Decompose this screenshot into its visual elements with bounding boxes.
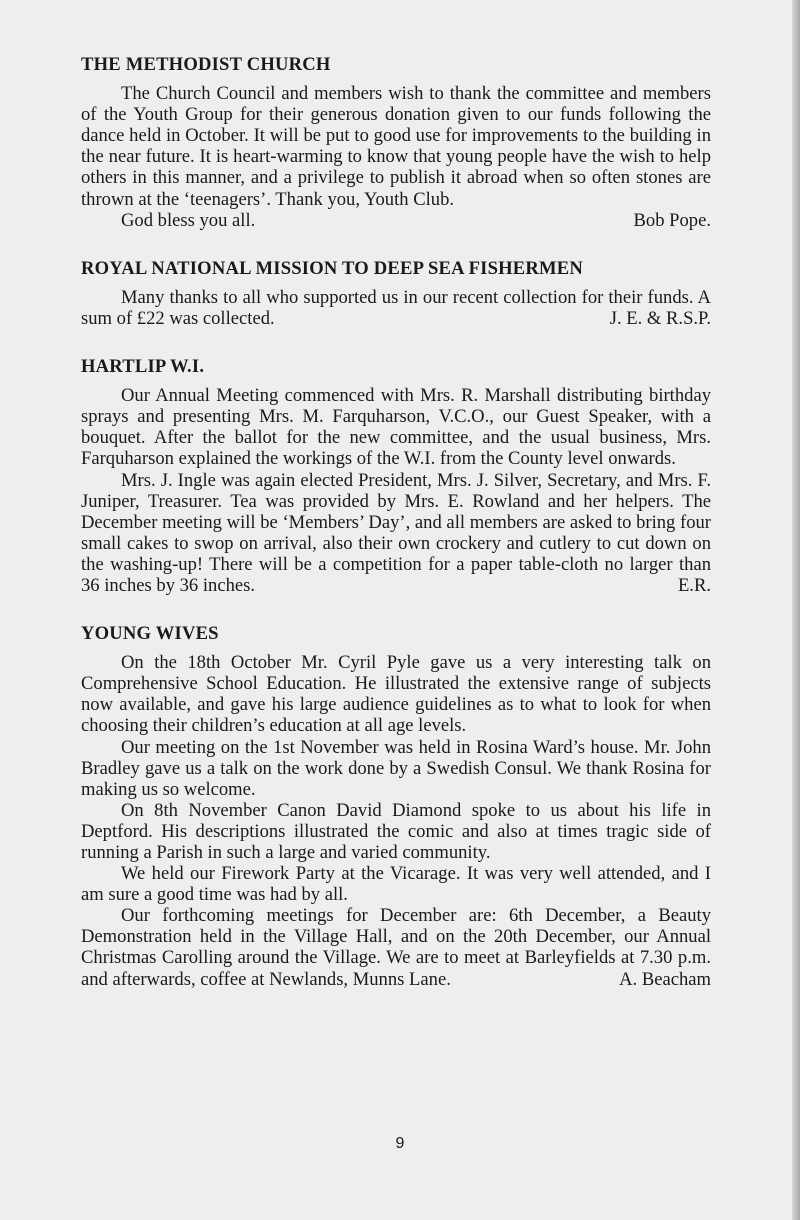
signature: A. Beacham (619, 968, 711, 990)
paragraph-text: Many thanks to all who supported us in our recent collection for their funds. A sum of £22 was collected. (81, 286, 711, 329)
section-heading: YOUNG WIVES (81, 623, 219, 645)
section-methodist-church (81, 54, 711, 231)
section-heading: THE METHODIST CHURCH (81, 54, 331, 75)
paragraph-text: Our forthcoming meetings for December are: 6th December, a Beauty Demonstration held in the Village Hall, and on the 20th December, our Annual Christmas Carolling around the Village. We are to meet at Barleyfields at 7.30 p.m. and afterwards, coffee at Newlands, Munns Lane. (81, 905, 711, 990)
signature: E.R. (677, 574, 711, 596)
paragraph: Our Annual Meeting commenced with Mrs. R. Marshall distributing birthday sprays and presenting Mrs. M. Farquharson, V.C.O., our Guest Speaker, with a bouquet. After the ballot for the new committee, and the usual business, Mrs. Farquharson explained the workings of the W.I. from the County level onwards. (81, 385, 711, 470)
paragraph: On the 18th October Mr. Cyril Pyle gave us a very interesting talk on Comprehensive School Education. He illustrated the extensive range of subjects now available, and gave his large audience guidelines as to what to look for when choosing their children’s education at all age levels. (81, 652, 711, 737)
section-hartlip-wi (81, 356, 711, 596)
page-edge-shadow (792, 0, 800, 1220)
section-heading: HARTLIP W.I. (81, 356, 205, 378)
paragraph: Our meeting on the 1st November was held in Rosina Ward’s house. Mr. John Bradley gave us a talk on the work done by a Swedish Consul. We thank Rosina for making us so welcome. (81, 736, 711, 800)
paragraph (81, 287, 711, 329)
paragraph: We held our Firework Party at the Vicarage. It was very well attended, and I am sure a good time was had by all. (81, 863, 711, 906)
paragraph (81, 470, 711, 597)
signature: J. E. & R.S.P. (609, 307, 711, 329)
paragraph-text: Mrs. J. Ingle was again elected President, Mrs. J. Silver, Secretary, and Mrs. F. Juniper, Treasurer. Tea was provided by Mrs. E. Rowland and her helpers. The December meeting will be ‘Members’ Day’, and all members are asked to bring four small cakes to swop on arrival, also their own crockery and cutlery to cut down on the washing-up! There will be a competition for a paper table-cloth no larger than 36 inches by 36 inches. (81, 469, 711, 596)
newsletter-page (81, 54, 711, 1017)
paragraph: On 8th November Canon David Diamond spoke to us about his life in Deptford. His descriptions illustrated the comic and also at times tragic side of running a Parish in such a large and varied community. (81, 799, 711, 863)
section-heading: ROYAL NATIONAL MISSION TO DEEP SEA FISHERMEN (81, 257, 584, 279)
closing-text: God bless you all. (121, 209, 256, 231)
page-number: 9 (395, 1135, 405, 1152)
closing-line (81, 210, 711, 231)
paragraph (81, 905, 711, 989)
section-young-wives (81, 623, 711, 990)
paragraph: The Church Council and members wish to thank the committee and members of the Youth Group for their generous donation given to our funds following the dance held in October. It will be put to good use for improvements to the building in the near future. It is heart-warming to know that young people have the wish to help others in this manner, and a privilege to publish it abroad when so often stones are thrown at the ‘teenagers’. Thank you, Youth Club. (81, 83, 711, 210)
section-rnmdsf (81, 258, 711, 329)
signature: Bob Pope. (633, 209, 711, 231)
